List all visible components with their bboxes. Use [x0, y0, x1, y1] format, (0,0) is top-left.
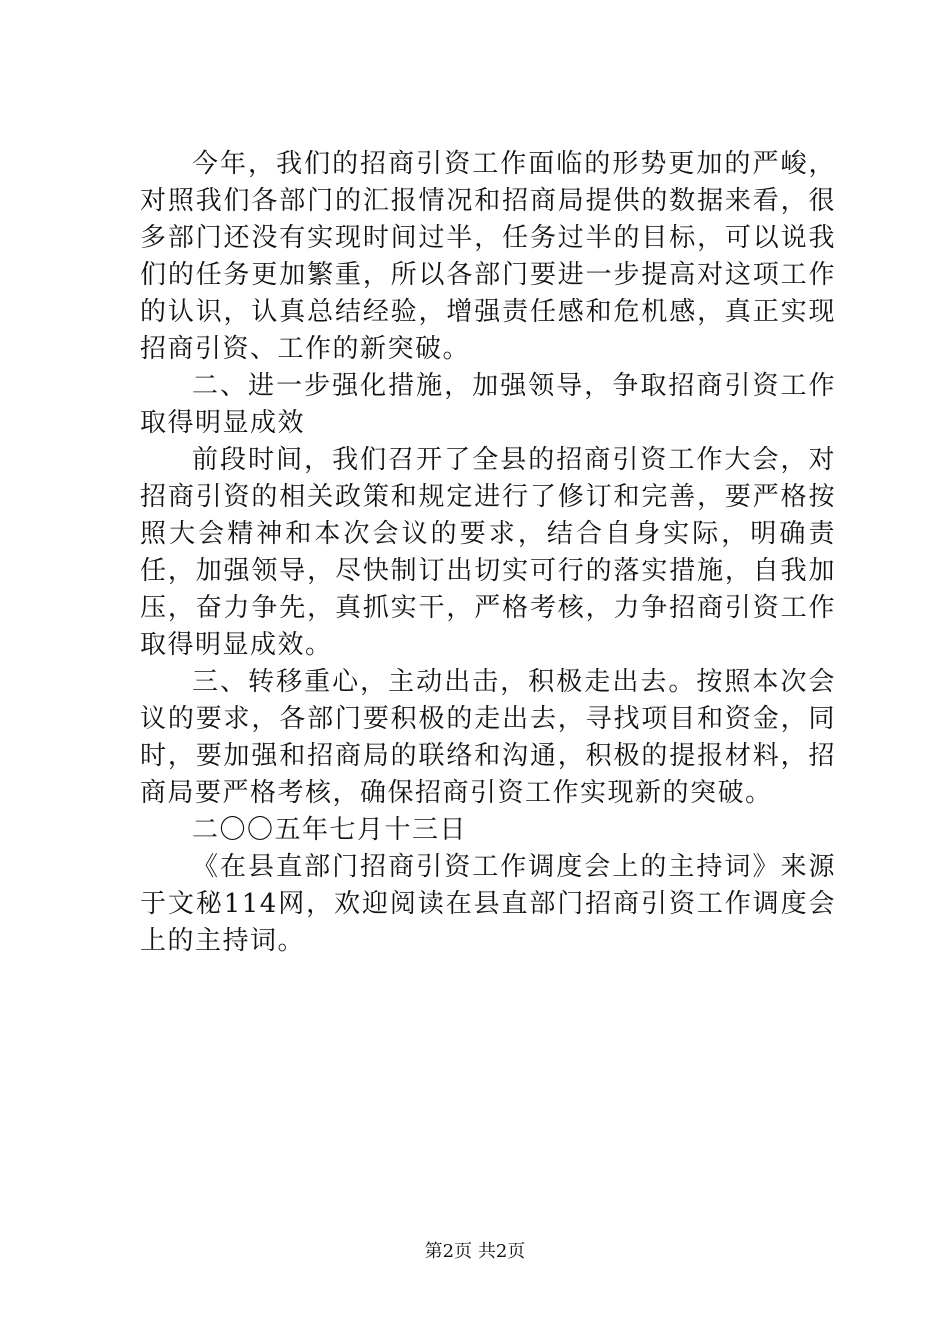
page-number-footer: 第2页 共2页: [424, 1241, 526, 1262]
paragraph-source-note: 《在县直部门招商引资工作调度会上的主持词》来源于文秘114网，欢迎阅读在县直部门招商引资工作调度会上的主持词。: [140, 852, 836, 956]
document-body: [140, 146, 836, 960]
paragraph-measures: 前段时间，我们召开了全县的招商引资工作大会，对招商引资的相关政策和规定进行了修订和完善，要严格按照大会精神和本次会议的要求，结合自身实际，明确责任，加强领导，尽快制订出切实可行的落实措施，自我加压，奋力争先，真抓实干，严格考核，力争招商引资工作取得明显成效。: [140, 445, 836, 660]
paragraph-heading-three: 三、转移重心，主动出击，积极走出去。按照本次会议的要求，各部门要积极的走出去，寻找项目和资金，同时，要加强和招商局的联络和沟通，积极的提报材料，招商局要严格考核，确保招商引资工作实现新的突破。: [140, 667, 836, 808]
paragraph-heading-two: 二、进一步强化措施，加强领导，争取招商引资工作取得明显成效: [140, 371, 836, 438]
paragraph-situation: 今年，我们的招商引资工作面临的形势更加的严峻，对照我们各部门的汇报情况和招商局提供的数据来看，很多部门还没有实现时间过半，任务过半的目标，可以说我们的任务更加繁重，所以各部门要进一步提高对这项工作的认识，认真总结经验，增强责任感和危机感，真正实现招商引资、工作的新突破。: [140, 149, 836, 364]
paragraph-date: 二〇〇五年七月十三日: [192, 815, 468, 845]
